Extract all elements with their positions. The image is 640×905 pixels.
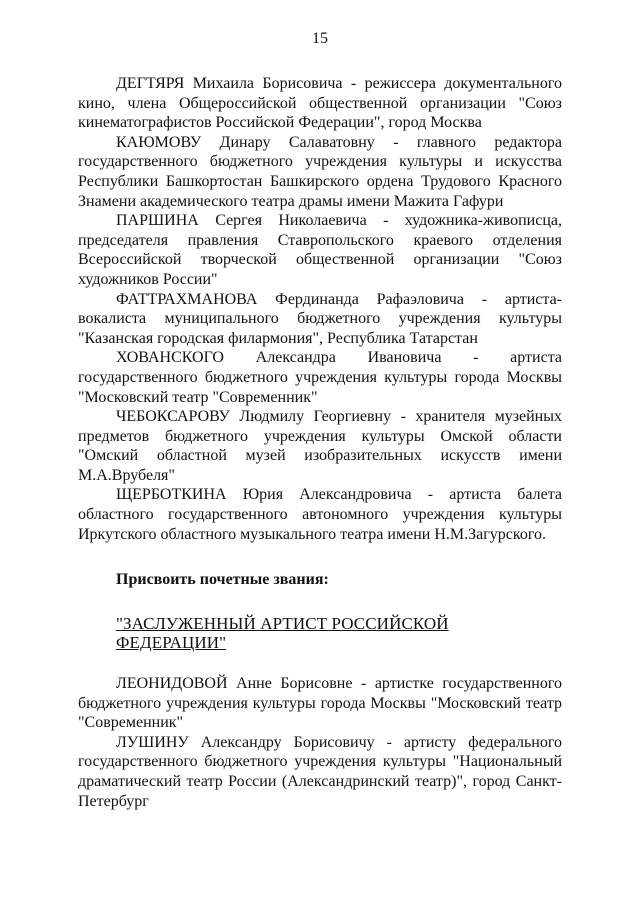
entry-paragraph: ДЕГТЯРЯ Михаила Борисовича - режиссера документального кино, члена Общероссийской общественной организации "Союз кинематографистов Российской Федерации", город Москва (78, 75, 562, 132)
page-number: 15 (312, 30, 328, 47)
entry-paragraph: ЛУШИНУ Александру Борисовичу - артисту федерального государственного бюджетного учреждения культуры "Национальный драматический театр России (Александринский театр)", город Санкт-Петербург (78, 733, 562, 810)
entries-list-1 (78, 74, 562, 544)
document-body (78, 74, 562, 811)
entry-paragraph: ЩЕРБОТКИНА Юрия Александровича - артиста балета областного государственного автономного учреждения культуры Иркутского областного музыкального театра имени Н.М.Загурского. (78, 486, 562, 543)
entry-paragraph: КАЮМОВУ Динару Салаватовну - главного редактора государственного бюджетного учреждения культуры и искусства Республики Башкортостан Башкирского ордена Трудового Красного Знамени академического театра драмы имени Мажита Гафури (78, 133, 562, 210)
entry-paragraph: ЧЕБОКСАРОВУ Людмилу Георгиевну - хранителя музейных предметов бюджетного учреждения культуры Омской области "Омский областной музей изобразительных искусств имени М.А.Врубеля" (78, 408, 562, 484)
section-heading: Присвоить почетные звания: (116, 571, 329, 589)
entry-paragraph: ЛЕОНИДОВОЙ Анне Борисовне - артистке государственного бюджетного учреждения культуры города Москвы "Московский театр "Современник" (78, 675, 562, 732)
honorary-title-heading: "ЗАСЛУЖЕННЫЙ АРТИСТ РОССИЙСКОЙ ФЕДЕРАЦИИ" (116, 613, 449, 653)
entry-paragraph: ПАРШИНА Сергея Николаевича - художника-живописца, председателя правления Ставропольского краевого отделения Всероссийской творческой общественной организации "Союз художников России" (78, 212, 562, 288)
entry-paragraph: ФАТТРАХМАНОВА Фердинанда Рафаэловича - артиста-вокалиста муниципального бюджетного учреждения культуры "Казанская городская филармония", Республика Татарстан (78, 290, 562, 347)
entries-list-2 (78, 674, 562, 811)
entry-paragraph: ХОВАНСКОГО Александра Ивановича - артиста государственного бюджетного учреждения культуры города Москвы "Московский театр "Современник" (78, 349, 562, 406)
